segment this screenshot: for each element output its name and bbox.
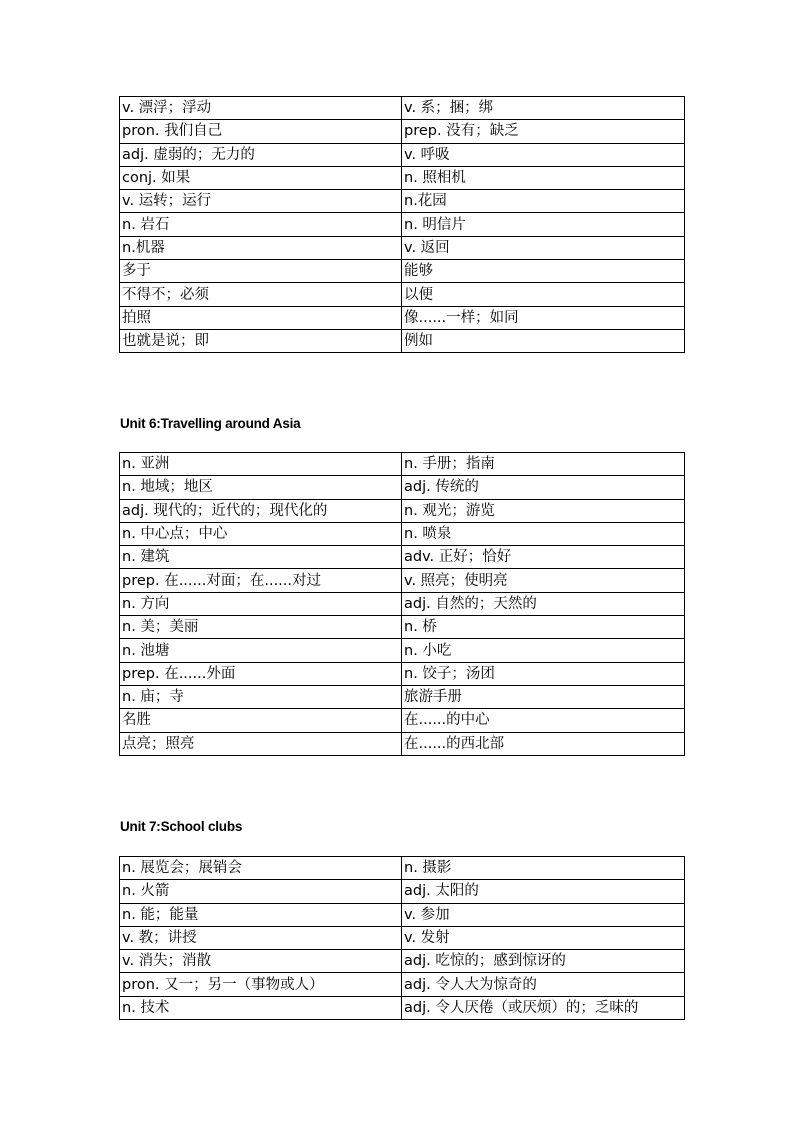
vocab-cell-left: n. 池塘 [120, 639, 402, 662]
table-row [120, 166, 685, 189]
table-row [120, 213, 685, 236]
vocab-cell-right: v. 返回 [402, 236, 685, 259]
vocab-cell-right: v. 照亮；使明亮 [402, 569, 685, 592]
vocab-cell-right: adj. 令人大为惊奇的 [402, 973, 685, 996]
vocab-cell-left: n. 建筑 [120, 546, 402, 569]
table-row [120, 926, 685, 949]
vocab-cell-left: conj. 如果 [120, 166, 402, 189]
vocab-cell-right: 能够 [402, 260, 685, 283]
vocab-cell-left: n. 技术 [120, 996, 402, 1019]
table-row [120, 120, 685, 143]
vocab-cell-left: adj. 虚弱的；无力的 [120, 143, 402, 166]
vocab-cell-right: v. 参加 [402, 903, 685, 926]
vocab-cell-right: 例如 [402, 329, 685, 352]
table-row [120, 143, 685, 166]
table-row [120, 857, 685, 880]
vocab-cell-left: prep. 在......对面；在......对过 [120, 569, 402, 592]
vocab-cell-left: v. 运转；运行 [120, 190, 402, 213]
table-row [120, 950, 685, 973]
vocab-cell-right: n. 手册；指南 [402, 453, 685, 476]
vocab-cell-right: n. 小吃 [402, 639, 685, 662]
table-row [120, 616, 685, 639]
table-row [120, 973, 685, 996]
vocab-cell-left: n. 美；美丽 [120, 616, 402, 639]
vocab-table-section1 [119, 96, 685, 353]
table-row [120, 499, 685, 522]
table-row [120, 476, 685, 499]
vocab-cell-right: prep. 没有；缺乏 [402, 120, 685, 143]
vocab-cell-right: n. 喷泉 [402, 522, 685, 545]
vocab-cell-left: 不得不；必须 [120, 283, 402, 306]
vocab-cell-left: n. 能；能量 [120, 903, 402, 926]
vocab-cell-right: 以便 [402, 283, 685, 306]
vocab-cell-right: n. 照相机 [402, 166, 685, 189]
vocab-cell-right: v. 发射 [402, 926, 685, 949]
vocab-cell-left: 点亮；照亮 [120, 732, 402, 755]
vocab-cell-left: n. 方向 [120, 592, 402, 615]
vocab-cell-right: adj. 传统的 [402, 476, 685, 499]
vocab-cell-left: n.机器 [120, 236, 402, 259]
vocab-cell-left: n. 展览会；展销会 [120, 857, 402, 880]
table-row [120, 709, 685, 732]
vocab-cell-right: v. 系；捆；绑 [402, 97, 685, 120]
vocab-cell-left: n. 亚洲 [120, 453, 402, 476]
table-row [120, 329, 685, 352]
vocab-cell-left: pron. 又一；另一（事物或人） [120, 973, 402, 996]
vocab-cell-left: 多于 [120, 260, 402, 283]
vocab-cell-right: 像......一样；如同 [402, 306, 685, 329]
vocab-cell-right: n. 明信片 [402, 213, 685, 236]
table-row [120, 97, 685, 120]
table-row [120, 639, 685, 662]
table-row [120, 190, 685, 213]
table-row [120, 236, 685, 259]
vocab-cell-left: 也就是说；即 [120, 329, 402, 352]
vocab-table-unit-6 [119, 452, 685, 756]
vocab-cell-right: 在......的中心 [402, 709, 685, 732]
vocab-cell-left: n. 岩石 [120, 213, 402, 236]
table-row [120, 306, 685, 329]
table-row [120, 569, 685, 592]
vocab-cell-left: prep. 在......外面 [120, 662, 402, 685]
vocab-cell-right: adj. 自然的；天然的 [402, 592, 685, 615]
vocab-cell-right: 在......的西北部 [402, 732, 685, 755]
table-row [120, 662, 685, 685]
table-row [120, 522, 685, 545]
vocab-cell-right: n. 观光；游览 [402, 499, 685, 522]
vocab-cell-left: n. 庙；寺 [120, 685, 402, 708]
vocab-table-unit-7 [119, 856, 685, 1020]
table-row [120, 592, 685, 615]
vocab-cell-right: n. 饺子；汤团 [402, 662, 685, 685]
table-row [120, 685, 685, 708]
vocab-cell-right: n.花园 [402, 190, 685, 213]
table-row [120, 732, 685, 755]
vocab-cell-right: adj. 太阳的 [402, 880, 685, 903]
vocab-cell-left: n. 火箭 [120, 880, 402, 903]
vocab-cell-left: v. 漂浮；浮动 [120, 97, 402, 120]
vocab-cell-right: 旅游手册 [402, 685, 685, 708]
vocab-cell-left: n. 地域；地区 [120, 476, 402, 499]
vocab-cell-left: 名胜 [120, 709, 402, 732]
unit-6-title: Unit 6:Travelling around Asia [120, 416, 301, 431]
vocab-cell-left: adj. 现代的；近代的；现代化的 [120, 499, 402, 522]
table-row [120, 260, 685, 283]
unit-7-title: Unit 7:School clubs [120, 819, 243, 834]
table-row [120, 903, 685, 926]
table-row [120, 880, 685, 903]
vocab-cell-left: v. 消失；消散 [120, 950, 402, 973]
table-row [120, 996, 685, 1019]
table-row [120, 453, 685, 476]
vocab-cell-right: adj. 吃惊的；感到惊讶的 [402, 950, 685, 973]
vocab-cell-left: 拍照 [120, 306, 402, 329]
vocab-cell-right: v. 呼吸 [402, 143, 685, 166]
vocab-cell-left: n. 中心点；中心 [120, 522, 402, 545]
table-row [120, 546, 685, 569]
vocab-cell-right: n. 摄影 [402, 857, 685, 880]
vocab-cell-right: adj. 令人厌倦（或厌烦）的；乏味的 [402, 996, 685, 1019]
vocab-cell-left: v. 教；讲授 [120, 926, 402, 949]
table-row [120, 283, 685, 306]
vocab-cell-right: adv. 正好；恰好 [402, 546, 685, 569]
vocab-cell-right: n. 桥 [402, 616, 685, 639]
vocab-cell-left: pron. 我们自己 [120, 120, 402, 143]
